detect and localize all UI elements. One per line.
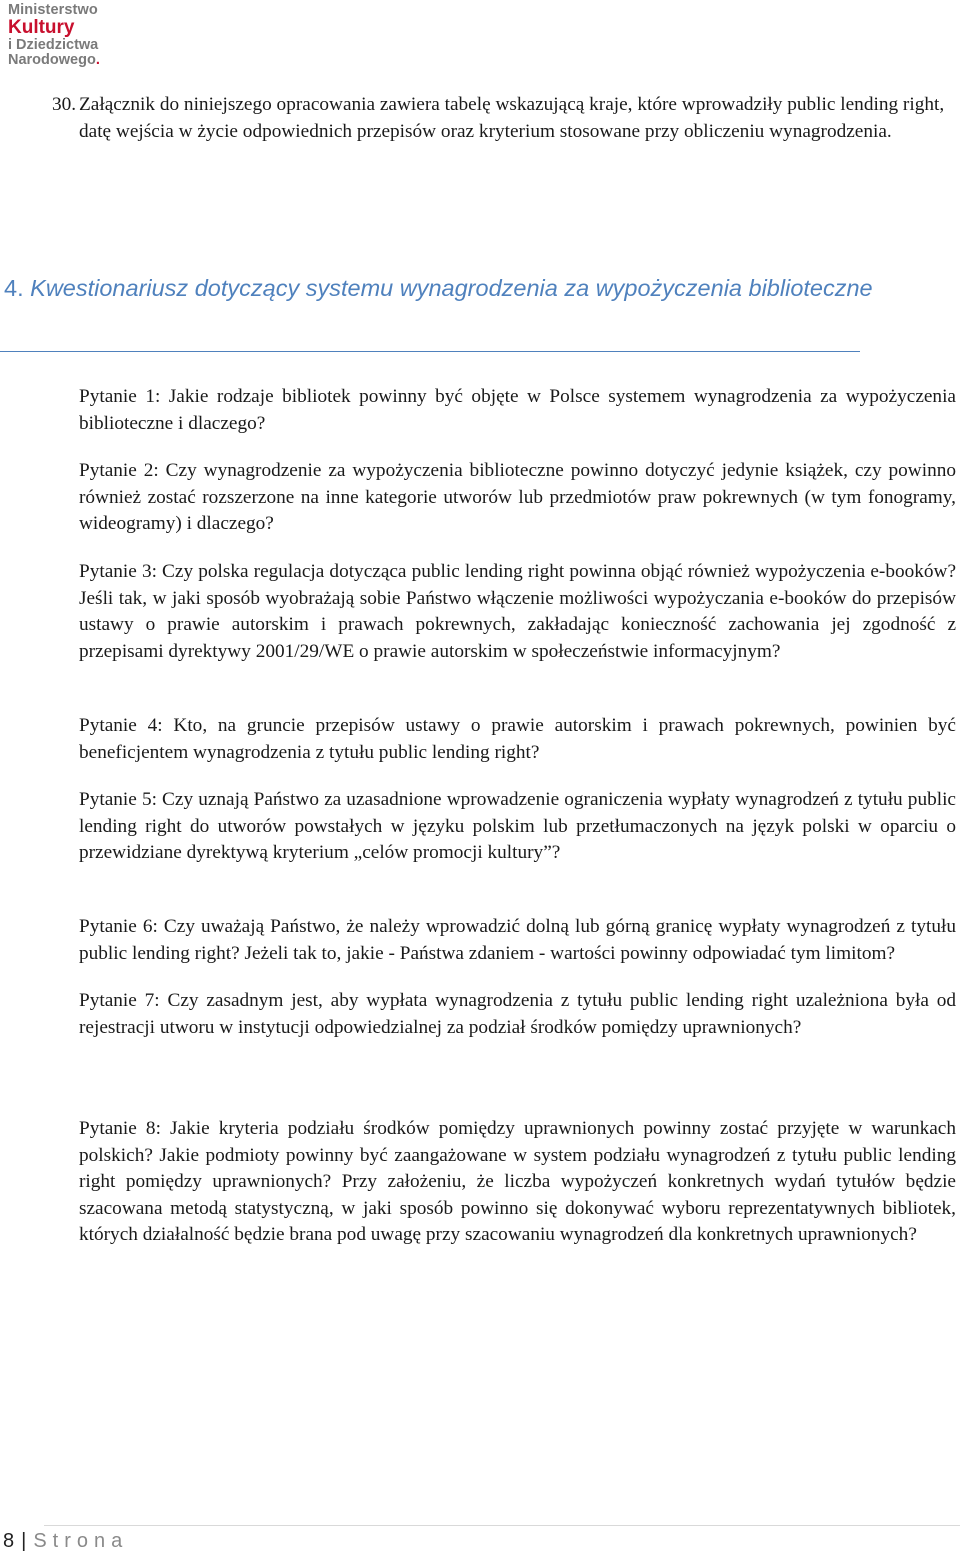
question-8 xyxy=(79,1116,956,1249)
logo-line-2: Kultury xyxy=(8,16,75,38)
section-heading xyxy=(4,268,884,309)
point-30-text: Załącznik do niniejszego opracowania zawiera tabelę wskazującą kraje, które wprowadziły public lending right, datę wejścia w życie odpowiednich przepisów oraz kryterium stosowane przy obliczeniu wynagrodzenia. xyxy=(79,94,945,142)
ministry-logo xyxy=(8,3,100,68)
question-4 xyxy=(79,713,956,766)
section-heading-text: Kwestionariusz dotyczący systemu wynagrodzenia za wypożyczenia biblioteczne xyxy=(30,275,873,301)
section-heading-number: 4. xyxy=(4,275,24,301)
question-5 xyxy=(79,787,956,867)
footer-separator: | xyxy=(21,1530,27,1552)
question-2-text: Pytanie 2: Czy wynagrodzenie za wypożyczenia biblioteczne powinno dotyczyć jedynie książek, czy powinno również zostać rozszerzone na inne kategorie utworów lub przedmiotów praw pokrewnych (w tym fonogramy, wideogramy) i dlaczego? xyxy=(79,460,956,534)
logo-line-3: i Dziedzictwa xyxy=(8,36,99,53)
question-7-text: Pytanie 7: Czy zasadnym jest, aby wypłata wynagrodzenia z tytułu public lending right uzależniona była od rejestracji utworu w instytucji odpowiedzialnej za podział środków pomiędzy uprawnionych? xyxy=(79,990,956,1038)
footer-page-number: 8 xyxy=(3,1530,15,1552)
footer-divider xyxy=(44,1525,960,1526)
question-3-text: Pytanie 3: Czy polska regulacja dotycząca public lending right powinna objąć również wypożyczenia e-booków? Jeśli tak, w jaki sposób wyobrażają sobie Państwo włączenie możliwości wypożyczania e-booków do przepisów ustawy o prawie autorskim i prawach pokrewnych, zakładając konieczność zachowania jej zgodność z przepisami dyrektywy 2001/29/WE o prawie autorskim w społeczeństwie informacyjnym? xyxy=(79,561,956,662)
logo-dot: . xyxy=(95,52,100,68)
question-6-text: Pytanie 6: Czy uważają Państwo, że należy wprowadzić dolną lub górną granicę wypłaty wynagrodzeń z tytułu public lending right? Jeżeli tak to, jakie - Państwa zdaniem - wartości powinny odpowiadać tym limitom? xyxy=(79,916,956,964)
logo-line-4 xyxy=(8,53,100,68)
question-7 xyxy=(79,988,956,1041)
heading-underline xyxy=(0,351,860,352)
question-5-text: Pytanie 5: Czy uznają Państwo za uzasadnione wprowadzenie ograniczenia wypłaty wynagrodzeń z tytułu public lending right do utworów powstałych w języku polskim lub przetłumaczonych na język polski w oparciu o przewidziane dyrektywą kryterium „celów promocji kultury”? xyxy=(79,789,956,863)
logo-line-4-text: Narodowego xyxy=(8,52,96,68)
logo-line-1: Ministerstwo xyxy=(8,2,98,18)
question-4-text: Pytanie 4: Kto, na gruncie przepisów ustawy o prawie autorskim i prawach pokrewnych, powinien być beneficjentem wynagrodzenia z tytułu public lending right? xyxy=(79,715,956,763)
page-footer xyxy=(3,1530,128,1553)
question-8-text: Pytanie 8: Jakie kryteria podziału środków pomiędzy uprawnionych powinny zostać przyjęte w warunkach polskich? Jakie podmioty powinny być zaangażowane w system podziału wynagrodzeń z tytułu public lending right pomiędzy uprawnionych? Przy założeniu, że liczba wypożyczeń konkretnych wydań tytułów będzie szacowana metodą statystyczną, w jaki sposób powinno się dokonywać wyboru reprezentatywnych bibliotek, których działalność będzie brana pod uwagę przy szacowaniu wynagrodzeń dla konkretnych uprawnionych? xyxy=(79,1118,956,1245)
question-6 xyxy=(79,914,956,967)
question-1 xyxy=(79,384,956,437)
point-30-number: 30. xyxy=(52,94,77,115)
question-2 xyxy=(79,458,956,538)
question-3 xyxy=(79,559,956,665)
question-1-text: Pytanie 1: Jakie rodzaje bibliotek powinny być objęte w Polsce systemem wynagrodzenia za wypożyczenia biblioteczne i dlaczego? xyxy=(79,386,956,434)
footer-label: Strona xyxy=(33,1530,129,1552)
